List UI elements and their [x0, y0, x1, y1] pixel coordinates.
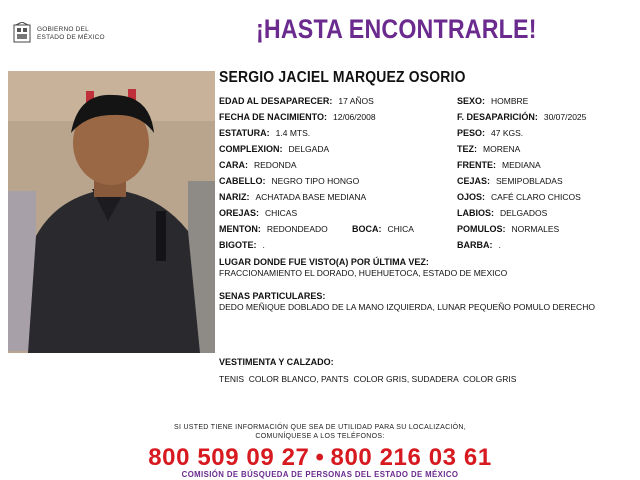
- field-cejas: [457, 176, 563, 186]
- field-value: 17 AÑOS: [338, 96, 374, 106]
- field-ojos: [457, 192, 581, 202]
- field-boca: [352, 224, 414, 234]
- field-value: 30/07/2025: [543, 112, 587, 122]
- field-value: CAFÉ CLARO CHICOS: [491, 192, 581, 202]
- government-logo: [12, 22, 132, 46]
- field-cabello: [219, 176, 359, 186]
- vestimenta-text: TENIS COLOR BLANCO, PANTS COLOR GRIS, SUDADERA COLOR GRIS: [219, 374, 517, 384]
- field-frente: [457, 160, 541, 170]
- field-complexion: [219, 144, 329, 154]
- field-label: FRENTE:: [457, 160, 496, 170]
- field-label: FECHA DE NACIMIENTO:: [219, 112, 327, 122]
- phone-numbers: [0, 444, 640, 472]
- field-label: PESO:: [457, 128, 486, 138]
- field-cara: [219, 160, 297, 170]
- field-value: .: [262, 240, 265, 250]
- field-value: REDONDA: [254, 160, 297, 170]
- field-tez: [457, 144, 520, 154]
- field-edad: [219, 96, 374, 106]
- person-name: SERGIO JACIEL MARQUEZ OSORIO: [219, 69, 466, 86]
- field-value: MEDIANA: [502, 160, 541, 170]
- field-label: ESTATURA:: [219, 128, 270, 138]
- field-menton: [219, 224, 328, 234]
- field-label: CABELLO:: [219, 176, 266, 186]
- field-pomulos: [457, 224, 559, 234]
- field-barba: [457, 240, 501, 250]
- field-value: MORENA: [483, 144, 521, 154]
- field-sexo: [457, 96, 528, 106]
- phone-number-1[interactable]: 800 509 09 27: [148, 444, 310, 471]
- field-value: 12/06/2008: [333, 112, 376, 122]
- person-photo: [8, 71, 215, 353]
- field-labios: [457, 208, 547, 218]
- footer-note-line-2: COMUNÍQUESE A LOS TELÉFONOS:: [255, 433, 385, 440]
- field-label: BOCA:: [352, 224, 382, 234]
- field-bigote: [219, 240, 265, 250]
- vestimenta-label: VESTIMENTA Y CALZADO:: [219, 357, 334, 367]
- field-label: COMPLEXION:: [219, 144, 283, 154]
- field-value: NEGRO TIPO HONGO: [271, 176, 360, 186]
- field-label: CEJAS:: [457, 176, 491, 186]
- field-label: OREJAS:: [219, 208, 260, 218]
- field-label: OJOS:: [457, 192, 486, 202]
- field-label: BARBA:: [457, 240, 493, 250]
- field-value: DELGADOS: [500, 208, 548, 218]
- field-label: EDAD AL DESAPARECER:: [219, 96, 333, 106]
- field-estatura: [219, 128, 310, 138]
- field-value: HOMBRE: [491, 96, 529, 106]
- field-label: MENTON:: [219, 224, 261, 234]
- field-orejas: [219, 208, 297, 218]
- footer-note-line-1: SI USTED TIENE INFORMACIÓN QUE SEA DE UTILIDAD PARA SU LOCALIZACIÓN,: [173, 424, 467, 431]
- phone-number-2[interactable]: 800 216 03 61: [330, 444, 492, 471]
- headline: ¡HASTA ENCONTRARLE!: [256, 14, 537, 44]
- field-label: TEZ:: [457, 144, 477, 154]
- field-value: SEMIPOBLADAS: [496, 176, 563, 186]
- field-label: CARA:: [219, 160, 248, 170]
- field-fecha-nacimiento: [219, 112, 376, 122]
- field-f-desaparicion: [457, 112, 586, 122]
- field-label: LABIOS:: [457, 208, 494, 218]
- field-label: F. DESAPARICIÓN:: [457, 112, 538, 122]
- field-value: CHICAS: [265, 208, 298, 218]
- separator-dot: •: [315, 444, 325, 471]
- field-value: REDONDEADO: [266, 224, 328, 234]
- field-label: NARIZ:: [219, 192, 250, 202]
- field-value: ACHATADA BASE MEDIANA: [255, 192, 367, 202]
- commission-name: COMISIÓN DE BÚSQUEDA DE PERSONAS DEL ESTADO DE MÉXICO: [181, 470, 459, 479]
- field-peso: [457, 128, 523, 138]
- field-value: .: [498, 240, 501, 250]
- lugar-label: LUGAR DONDE FUE VISTO(A) POR ÚLTIMA VEZ:: [219, 257, 429, 267]
- lugar-text: FRACCIONAMIENTO EL DORADO, HUEHUETOCA, ESTADO DE MEXICO: [219, 268, 508, 278]
- senas-text: DEDO MEÑIQUE DOBLADO DE LA MANO IZQUIERDA, LUNAR PEQUEÑO POMULO DERECHO: [219, 302, 595, 312]
- logo-line-1: GOBIERNO DEL: [37, 26, 89, 33]
- field-value: NORMALES: [511, 224, 560, 234]
- field-label: BIGOTE:: [219, 240, 257, 250]
- state-seal-icon: [12, 22, 32, 44]
- senas-label: SENAS PARTICULARES:: [219, 291, 326, 301]
- field-value: DELGADA: [288, 144, 330, 154]
- field-nariz: [219, 192, 366, 202]
- field-label: POMULOS:: [457, 224, 506, 234]
- field-label: SEXO:: [457, 96, 486, 106]
- person-photo-icon: [8, 71, 215, 353]
- field-value: 1.4 MTS.: [275, 128, 311, 138]
- field-value: 47 KGS.: [491, 128, 524, 138]
- logo-line-2: ESTADO DE MÉXICO: [37, 34, 105, 41]
- field-value: CHICA: [387, 224, 414, 234]
